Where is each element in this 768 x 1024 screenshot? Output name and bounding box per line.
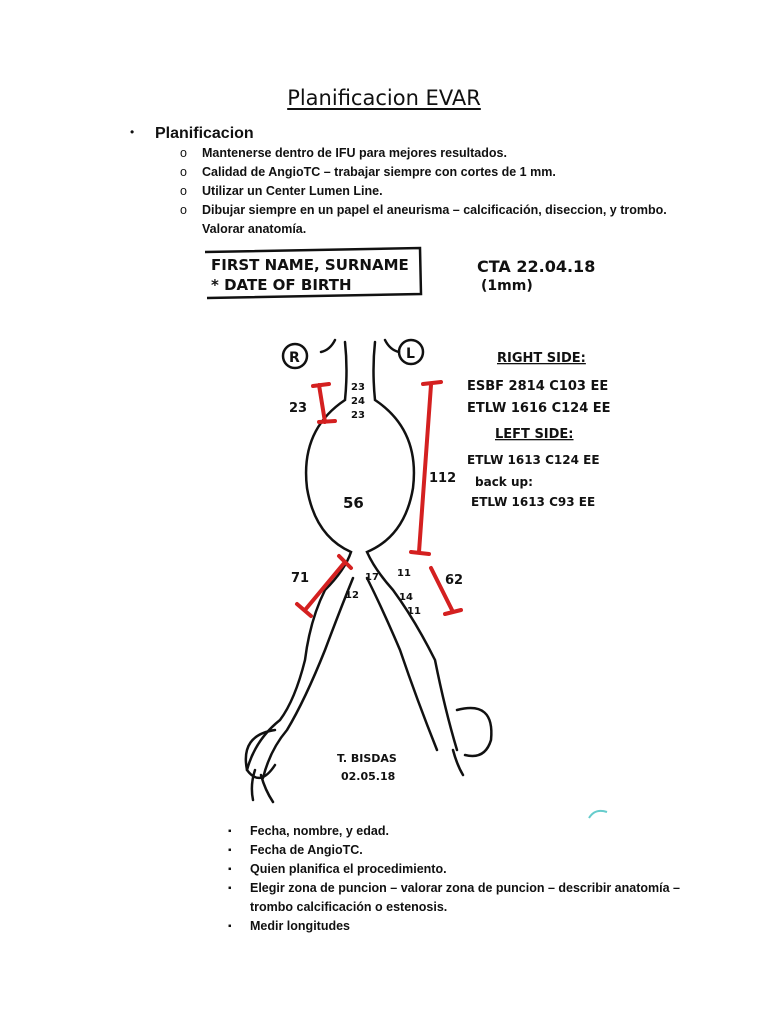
signature-date: 02.05.18 [341,770,396,783]
heading-text: Planificacion [155,125,254,142]
list-item: ▪ Medir longitudes [228,919,350,933]
list-item: ▪ Fecha, nombre, y edad. [228,824,389,838]
svg-text:23: 23 [351,382,365,393]
left-side-heading: LEFT SIDE: [495,427,574,442]
svg-text:R: R [289,350,300,366]
list-item: o Utilizar un Center Lumen Line. [180,184,383,198]
checklist-list [228,822,698,936]
list-item: o Dibujar siempre en un papel el aneurisma – calcificación, diseccion, y trombo. Valorar anatomía. [180,203,667,236]
right-side-heading: RIGHT SIDE: [497,351,586,366]
measurement-bars [297,382,464,616]
list-item: o Calidad de AngioTC – trabajar siempre con cortes de 1 mm. [180,165,556,179]
left-length-label: 112 [429,471,457,486]
svg-text:ETLW 1613 C124 EE: ETLW 1613 C124 EE [467,453,600,467]
list-item: ▪ Quien planifica el procedimiento. [228,862,447,876]
svg-text:23: 23 [351,410,365,421]
right-iliac-length-label: 71 [291,571,310,586]
svg-text:24: 24 [351,396,365,407]
planning-steps-list [180,144,680,239]
svg-text:L: L [406,346,415,362]
svg-text:11: 11 [397,568,411,579]
list-item: o Mantenerse dentro de IFU para mejores resultados. [180,146,507,160]
backup-heading: back up: [475,475,533,489]
neck-length-label: 23 [289,401,308,416]
signature-name: T. BISDAS [337,752,397,765]
svg-text:ETLW 1613 C93 EE: ETLW 1613 C93 EE [471,495,596,509]
svg-text:ETLW 1616 C124 EE: ETLW 1616 C124 EE [467,401,611,416]
aneurysm-diameter-label: 56 [343,494,364,512]
bullet-marker: • [130,125,135,139]
cta-date-label: CTA 22.04.18 [477,257,596,276]
page-title: Planificacion EVAR [287,86,481,110]
svg-text:12: 12 [345,590,359,601]
list-item: ▪ Fecha de AngioTC. [228,843,363,857]
patient-name-label: FIRST NAME, SURNAME [211,256,409,274]
left-iliac-length-label: 62 [445,573,464,588]
aneurysm-sketch [195,230,625,820]
list-item: ▪ Elegir zona de puncion – valorar zona de puncion – describir anatomía – trombo calcificación o estenosis. [228,881,680,914]
cta-slice-label: (1mm) [481,278,533,294]
svg-text:17: 17 [365,572,379,583]
decorative-mark [589,811,607,818]
svg-text:11: 11 [407,606,421,617]
patient-dob-label: * DATE OF BIRTH [211,276,352,294]
svg-text:ESBF 2814 C103 EE: ESBF 2814 C103 EE [467,379,609,394]
svg-text:14: 14 [399,592,413,603]
aorta-outline [246,340,492,802]
